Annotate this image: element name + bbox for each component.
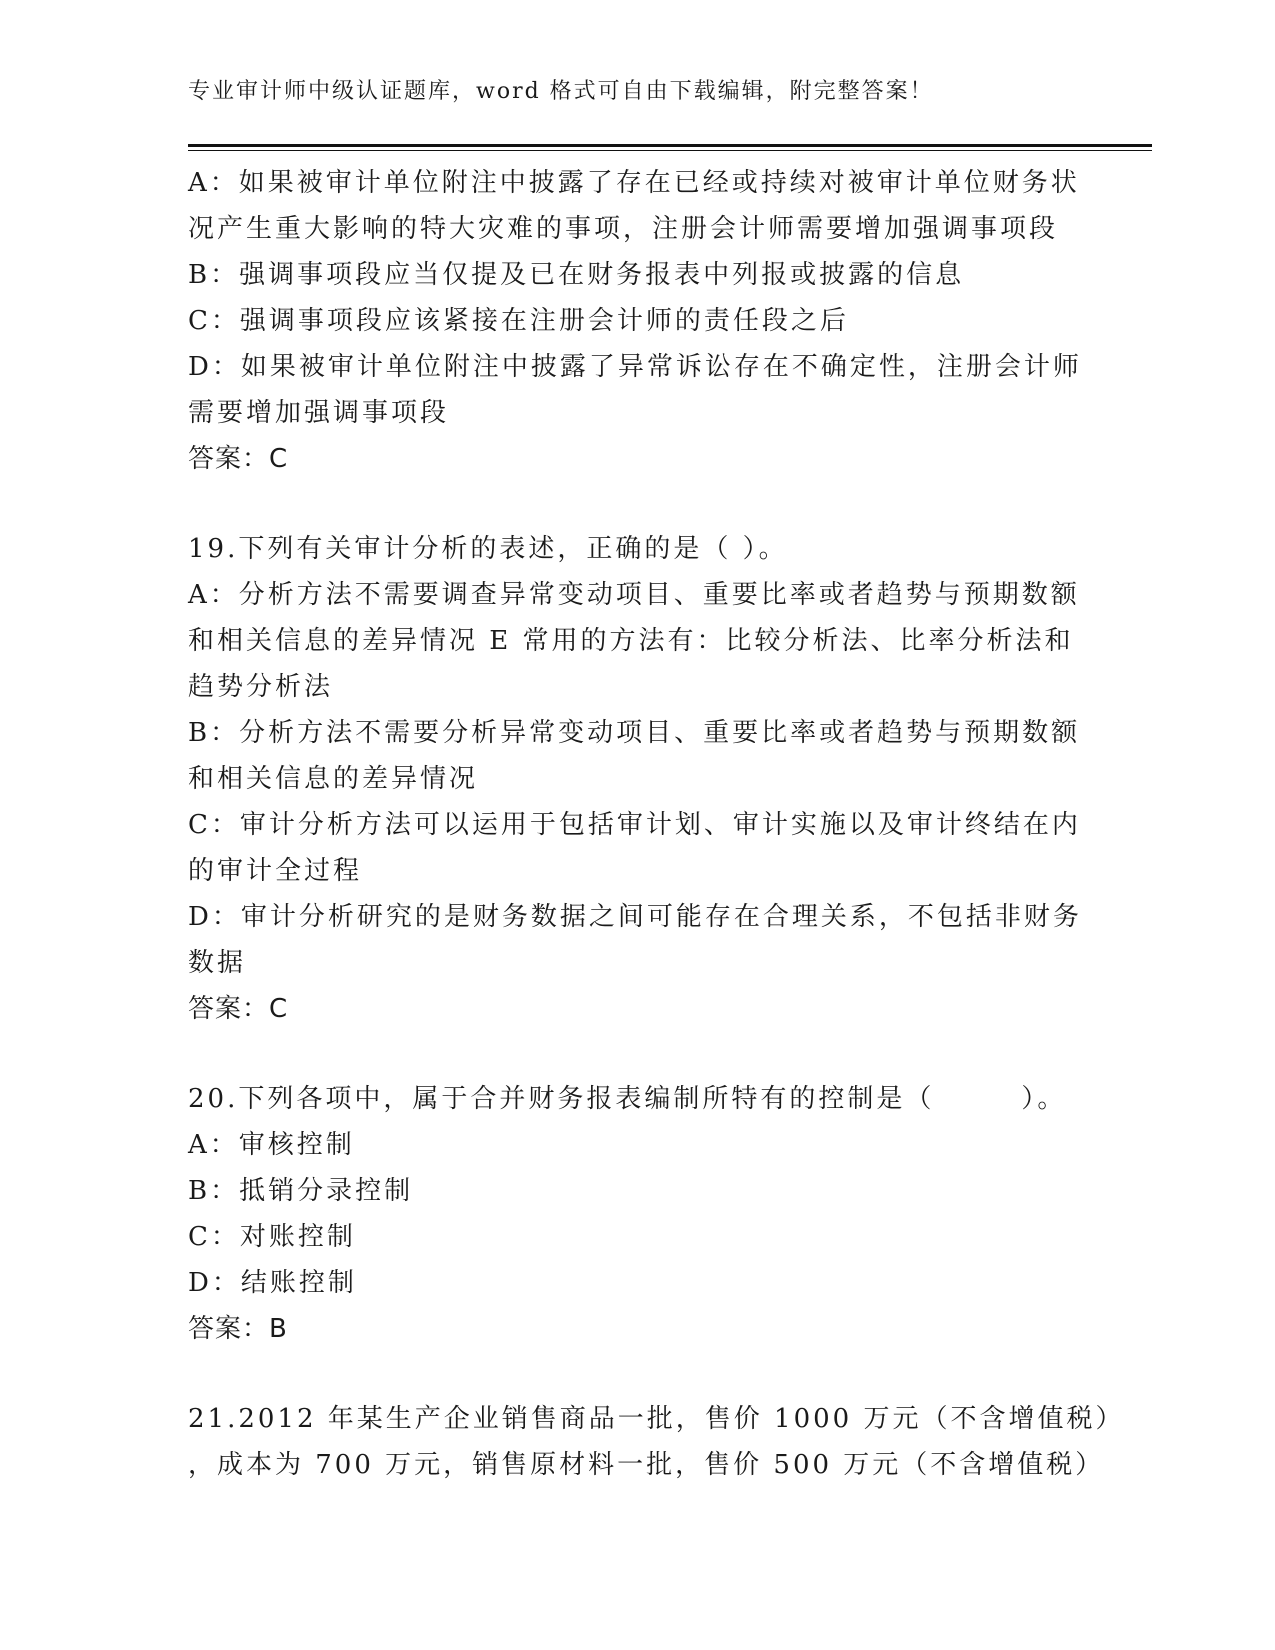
q21-stem-line-2: ，成本为 700 万元，销售原材料一批，售价 500 万元（不含增值税） bbox=[188, 1450, 1105, 1480]
q18-option-b: B：强调事项段应当仅提及已在财务报表中列报或披露的信息 bbox=[188, 260, 965, 290]
q18-option-c: C：强调事项段应该紧接在注册会计师的责任段之后 bbox=[188, 306, 849, 336]
q18-option-a-line-2: 况产生重大影响的特大灾难的事项，注册会计师需要增加强调事项段 bbox=[188, 214, 1059, 244]
q19-option-b-line-1: B：分析方法不需要分析异常变动项目、重要比率或者趋势与预期数额 bbox=[188, 718, 1081, 748]
q19-option-c-line-2: 的审计全过程 bbox=[188, 856, 363, 886]
q19-option-c-line-1: C：审计分析方法可以运用于包括审计划、审计实施以及审计终结在内 bbox=[188, 810, 1081, 840]
q18-answer: 答案：C bbox=[188, 444, 289, 474]
q21-stem-line-1: 21.2012 年某生产企业销售商品一批，售价 1000 万元（不含增值税） bbox=[188, 1404, 1125, 1434]
q19-stem: 19.下列有关审计分析的表述，正确的是（ ）。 bbox=[188, 534, 788, 564]
q19-answer: 答案：C bbox=[188, 994, 289, 1024]
q19-option-a-line-2: 和相关信息的差异情况 E 常用的方法有：比较分析法、比率分析法和 bbox=[188, 626, 1074, 656]
q18-option-a-line-1: A：如果被审计单位附注中披露了存在已经或持续对被审计单位财务状 bbox=[188, 168, 1080, 198]
q19-option-a-line-3: 趋势分析法 bbox=[188, 672, 334, 702]
q19-option-a-line-1: A：分析方法不需要调查异常变动项目、重要比率或者趋势与预期数额 bbox=[188, 580, 1080, 610]
q20-stem: 20.下列各项中，属于合并财务报表编制所特有的控制是（ ）。 bbox=[188, 1084, 1067, 1114]
question-19 bbox=[188, 526, 1088, 1032]
question-21 bbox=[188, 1396, 1125, 1488]
header-rule-thick bbox=[188, 144, 1152, 147]
q18-option-d-line-2: 需要增加强调事项段 bbox=[188, 398, 450, 428]
q18-option-d-line-1: D：如果被审计单位附注中披露了异常诉讼存在不确定性，注册会计师 bbox=[188, 352, 1082, 382]
q19-option-d-line-2: 数据 bbox=[188, 948, 247, 978]
document-header: 专业审计师中级认证题库，word 格式可自由下载编辑，附完整答案！ bbox=[188, 79, 934, 104]
question-20 bbox=[188, 1076, 1088, 1352]
question-18-options bbox=[188, 160, 1088, 482]
q19-option-b-line-2: 和相关信息的差异情况 bbox=[188, 764, 479, 794]
q20-option-a: A：审核控制 bbox=[188, 1130, 355, 1160]
document-body bbox=[188, 160, 1125, 1488]
q20-option-b: B：抵销分录控制 bbox=[188, 1176, 414, 1206]
q20-answer: 答案：B bbox=[188, 1314, 288, 1344]
header-rule-thin bbox=[188, 150, 1152, 151]
q20-option-d: D：结账控制 bbox=[188, 1268, 357, 1298]
q19-option-d-line-1: D：审计分析研究的是财务数据之间可能存在合理关系，不包括非财务 bbox=[188, 902, 1082, 932]
q20-option-c: C：对账控制 bbox=[188, 1222, 356, 1252]
